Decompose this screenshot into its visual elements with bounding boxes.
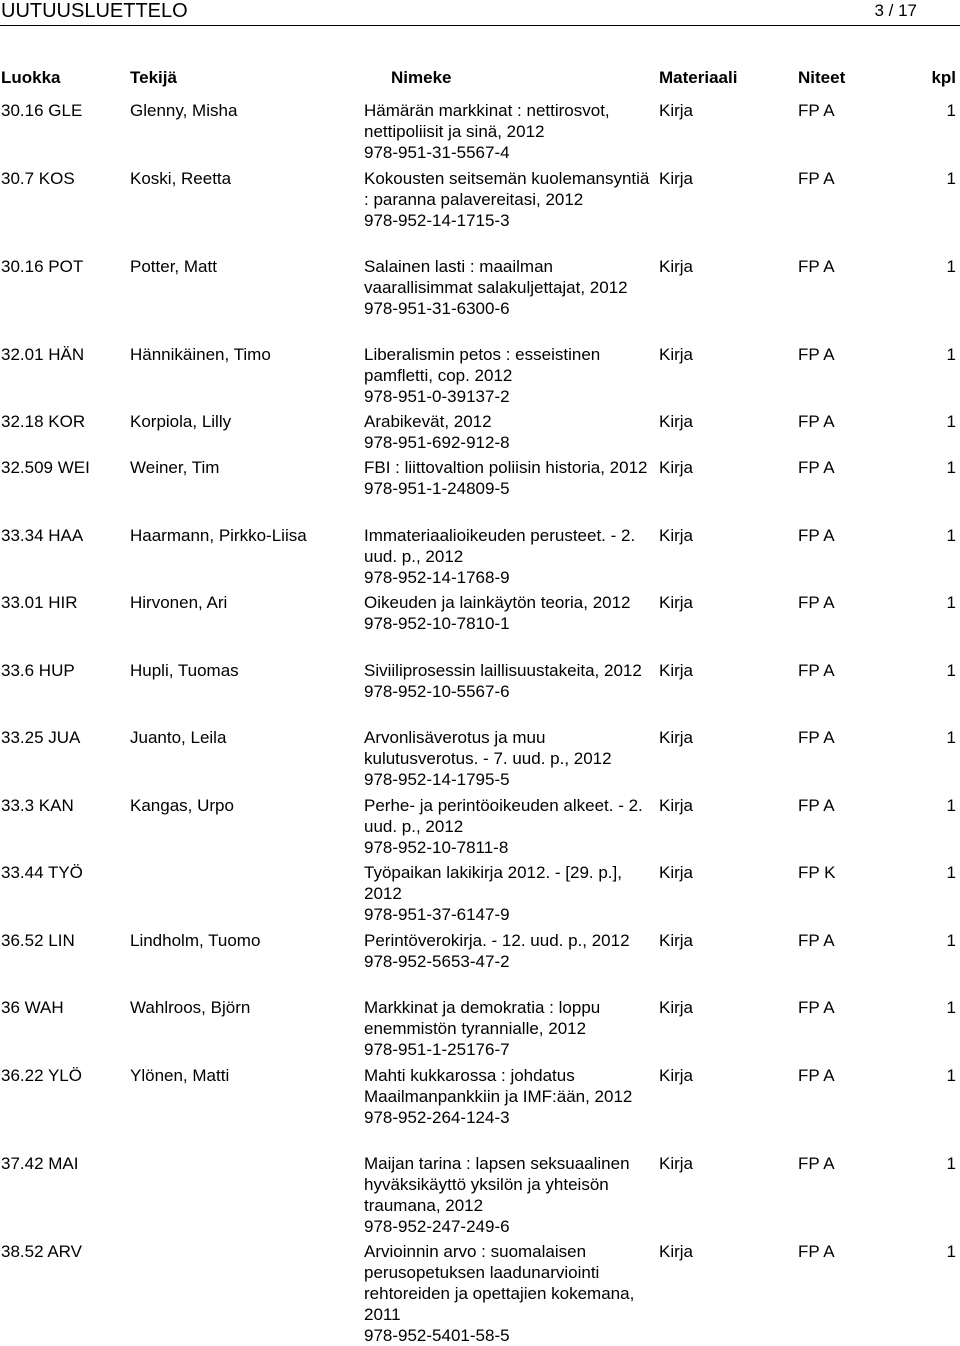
row-title: Siviiliprosessin laillisuustakeita, 2012	[364, 660, 642, 680]
row-tekija: Haarmann, Pirkko-Liisa	[130, 525, 307, 545]
row-nimeke	[364, 795, 654, 858]
row-tekija: Potter, Matt	[130, 256, 217, 276]
row-kpl: 1	[946, 593, 956, 612]
row-niteet: FP A	[798, 795, 835, 815]
row-title: Maijan tarina : lapsen seksuaalinen hyväksikäyttö yksilön ja yhteisön traumana, 2012	[364, 1153, 630, 1215]
row-niteet: FP A	[798, 930, 835, 950]
row-niteet: FP A	[798, 728, 835, 747]
row-title: Oikeuden ja lainkäytön teoria, 2012	[364, 593, 631, 612]
row-niteet: FP A	[798, 168, 835, 188]
catalog-row	[0, 660, 960, 728]
row-isbn: 978-952-14-1715-3	[364, 210, 510, 230]
row-luokka: 30.16 GLE	[1, 101, 83, 120]
row-tekija: Korpiola, Lilly	[130, 412, 232, 431]
catalog-row	[0, 930, 960, 998]
row-luokka: 36.52 LIN	[1, 930, 75, 950]
row-title: Salainen lasti : maailman vaarallisimmat salakuljettajat, 2012	[364, 256, 628, 297]
row-isbn: 978-952-14-1795-5	[364, 770, 510, 789]
row-niteet: FP A	[798, 256, 835, 276]
row-luokka: 36.22 YLÖ	[1, 1065, 82, 1085]
row-niteet: FP A	[798, 593, 835, 612]
row-isbn: 978-951-37-6147-9	[364, 905, 510, 924]
row-materiaali: Kirja	[659, 412, 694, 431]
row-luokka: 33.44 TYÖ	[1, 863, 83, 882]
row-luokka: 30.16 POT	[1, 256, 84, 276]
row-tekija: Ylönen, Matti	[130, 1065, 230, 1085]
row-nimeke	[364, 592, 654, 634]
row-nimeke	[364, 256, 654, 319]
row-luokka: 38.52 ARV	[1, 1241, 82, 1261]
row-niteet: FP A	[798, 660, 835, 680]
row-tekija: Weiner, Tim	[130, 458, 220, 477]
row-title: Mahti kukkarossa : johdatus Maailmanpankkiin ja IMF:ään, 2012	[364, 1065, 633, 1106]
row-title: Työpaikan lakikirja 2012. - [29. p.], 2012	[364, 863, 622, 903]
row-materiaali: Kirja	[659, 930, 694, 950]
column-header-kpl: kpl	[931, 68, 956, 87]
column-header-tekija: Tekijä	[130, 68, 177, 87]
row-nimeke	[364, 525, 654, 588]
row-nimeke	[364, 1153, 654, 1237]
catalog-row	[0, 344, 960, 412]
row-kpl: 1	[946, 458, 956, 477]
catalog-list	[0, 100, 960, 1345]
row-nimeke	[364, 660, 654, 702]
catalog-row	[0, 795, 960, 863]
row-tekija: Hännikäinen, Timo	[130, 344, 271, 364]
row-title: Perhe- ja perintöoikeuden alkeet. - 2. uud. p., 2012	[364, 795, 643, 836]
row-luokka: 33.3 KAN	[1, 795, 74, 815]
row-kpl: 1	[946, 412, 956, 431]
row-title: Liberalismin petos : esseistinen pamfletti, cop. 2012	[364, 344, 601, 385]
row-tekija: Lindholm, Tuomo	[130, 930, 261, 950]
catalog-row	[0, 525, 960, 593]
row-tekija: Hupli, Tuomas	[130, 660, 239, 680]
row-kpl: 1	[946, 728, 956, 747]
row-materiaali: Kirja	[659, 863, 694, 882]
row-nimeke	[364, 862, 654, 925]
row-kpl: 1	[946, 930, 956, 950]
row-isbn: 978-951-31-6300-6	[364, 298, 510, 318]
row-title: Kokousten seitsemän kuolemansyntiä : paranna palavereitasi, 2012	[364, 168, 650, 209]
row-materiaali: Kirja	[659, 795, 694, 815]
row-niteet: FP A	[798, 1241, 835, 1261]
catalog-row	[0, 1065, 960, 1153]
row-kpl: 1	[946, 1065, 956, 1085]
row-kpl: 1	[946, 660, 956, 680]
row-title: Arvonlisäverotus ja muu kulutusverotus. - 7. uud. p., 2012	[364, 728, 612, 768]
row-luokka: 32.01 HÄN	[1, 344, 85, 364]
catalog-row	[0, 1153, 960, 1241]
row-nimeke	[364, 1241, 654, 1346]
row-title: Arvioinnin arvo : suomalaisen perusopetuksen laadunarviointi rehtoreiden ja opettajien kokemana, 2011	[364, 1241, 635, 1324]
catalog-row	[0, 256, 960, 344]
row-isbn: 978-951-31-5567-4	[364, 143, 510, 162]
row-nimeke	[364, 411, 654, 453]
row-kpl: 1	[946, 168, 956, 188]
row-isbn: 978-952-5401-58-5	[364, 1325, 510, 1345]
row-nimeke	[364, 1065, 654, 1128]
row-luokka: 33.25 JUA	[1, 728, 81, 747]
row-nimeke	[364, 344, 654, 407]
header-rule	[0, 25, 960, 26]
row-materiaali: Kirja	[659, 660, 694, 680]
row-luokka: 33.34 HAA	[1, 525, 84, 545]
row-title: Arabikevät, 2012	[364, 412, 492, 431]
row-niteet: FP A	[798, 525, 835, 545]
row-niteet: FP A	[798, 1065, 835, 1085]
row-kpl: 1	[946, 863, 956, 882]
catalog-row	[0, 727, 960, 795]
row-nimeke	[364, 457, 654, 499]
row-niteet: FP A	[798, 344, 835, 364]
row-materiaali: Kirja	[659, 525, 694, 545]
column-headers	[0, 68, 960, 88]
row-materiaali: Kirja	[659, 1241, 694, 1261]
row-materiaali: Kirja	[659, 593, 694, 612]
row-tekija: Wahlroos, Björn	[130, 998, 251, 1017]
page-header	[0, 0, 960, 24]
page-number: 3 / 17	[874, 1, 917, 20]
row-kpl: 1	[946, 795, 956, 815]
catalog-row	[0, 168, 960, 256]
row-isbn: 978-952-14-1768-9	[364, 567, 510, 587]
row-kpl: 1	[946, 525, 956, 545]
catalog-row	[0, 592, 960, 660]
row-tekija: Juanto, Leila	[130, 728, 227, 747]
row-luokka: 36 WAH	[1, 998, 64, 1017]
row-nimeke	[364, 997, 654, 1060]
row-isbn: 978-952-10-7811-8	[364, 837, 509, 857]
row-niteet: FP A	[798, 458, 835, 477]
column-header-nimeke: Nimeke	[391, 68, 452, 87]
row-materiaali: Kirja	[659, 1065, 694, 1085]
catalog-row	[0, 862, 960, 930]
row-tekija: Hirvonen, Ari	[130, 593, 228, 612]
row-niteet: FP A	[798, 998, 835, 1017]
row-nimeke	[364, 100, 654, 163]
row-niteet: FP K	[798, 863, 836, 882]
row-luokka: 32.509 WEI	[1, 458, 90, 477]
row-luokka: 33.6 HUP	[1, 660, 75, 680]
catalog-row	[0, 457, 960, 525]
row-kpl: 1	[946, 1241, 956, 1261]
row-isbn: 978-952-5653-47-2	[364, 951, 510, 971]
row-title: Hämärän markkinat : nettirosvot, nettipoliisit ja sinä, 2012	[364, 101, 610, 141]
row-materiaali: Kirja	[659, 101, 694, 120]
row-materiaali: Kirja	[659, 256, 694, 276]
row-luokka: 37.42 MAI	[1, 1153, 79, 1173]
row-title: Immateriaalioikeuden perusteet. - 2. uud. p., 2012	[364, 525, 636, 566]
row-nimeke	[364, 168, 654, 231]
catalog-row	[0, 997, 960, 1065]
row-kpl: 1	[946, 1153, 956, 1173]
row-isbn: 978-951-1-24809-5	[364, 479, 510, 498]
row-isbn: 978-951-0-39137-2	[364, 386, 510, 406]
row-kpl: 1	[946, 101, 956, 120]
catalog-row	[0, 1241, 960, 1345]
row-tekija: Kangas, Urpo	[130, 795, 234, 815]
catalog-row	[0, 411, 960, 457]
row-isbn: 978-952-264-124-3	[364, 1107, 510, 1127]
row-kpl: 1	[946, 998, 956, 1017]
row-kpl: 1	[946, 256, 956, 276]
row-materiaali: Kirja	[659, 728, 694, 747]
row-isbn: 978-951-1-25176-7	[364, 1040, 510, 1059]
column-header-luokka: Luokka	[1, 68, 61, 87]
row-luokka: 33.01 HIR	[1, 593, 78, 612]
row-isbn: 978-952-10-5567-6	[364, 681, 510, 701]
row-title: Perintöverokirja. - 12. uud. p., 2012	[364, 930, 630, 950]
column-header-niteet: Niteet	[798, 68, 846, 87]
row-niteet: FP A	[798, 101, 835, 120]
row-luokka: 30.7 KOS	[1, 168, 75, 188]
row-materiaali: Kirja	[659, 998, 694, 1017]
row-title: FBI : liittovaltion poliisin historia, 2012	[364, 458, 648, 477]
row-nimeke	[364, 930, 654, 972]
row-isbn: 978-952-247-249-6	[364, 1216, 510, 1236]
row-materiaali: Kirja	[659, 458, 694, 477]
page-title: UUTUUSLUETTELO	[1, 0, 188, 22]
row-kpl: 1	[946, 344, 956, 364]
catalog-row	[0, 100, 960, 168]
row-materiaali: Kirja	[659, 168, 694, 188]
row-nimeke	[364, 727, 654, 790]
row-niteet: FP A	[798, 1153, 835, 1173]
row-materiaali: Kirja	[659, 1153, 694, 1173]
column-header-materiaali: Materiaali	[659, 68, 738, 87]
row-tekija: Koski, Reetta	[130, 168, 232, 188]
row-niteet: FP A	[798, 412, 835, 431]
row-isbn: 978-951-692-912-8	[364, 433, 510, 452]
row-materiaali: Kirja	[659, 344, 694, 364]
row-luokka: 32.18 KOR	[1, 412, 86, 431]
row-isbn: 978-952-10-7810-1	[364, 614, 510, 633]
row-tekija: Glenny, Misha	[130, 101, 238, 120]
row-title: Markkinat ja demokratia : loppu enemmistön tyrannialle, 2012	[364, 998, 601, 1038]
